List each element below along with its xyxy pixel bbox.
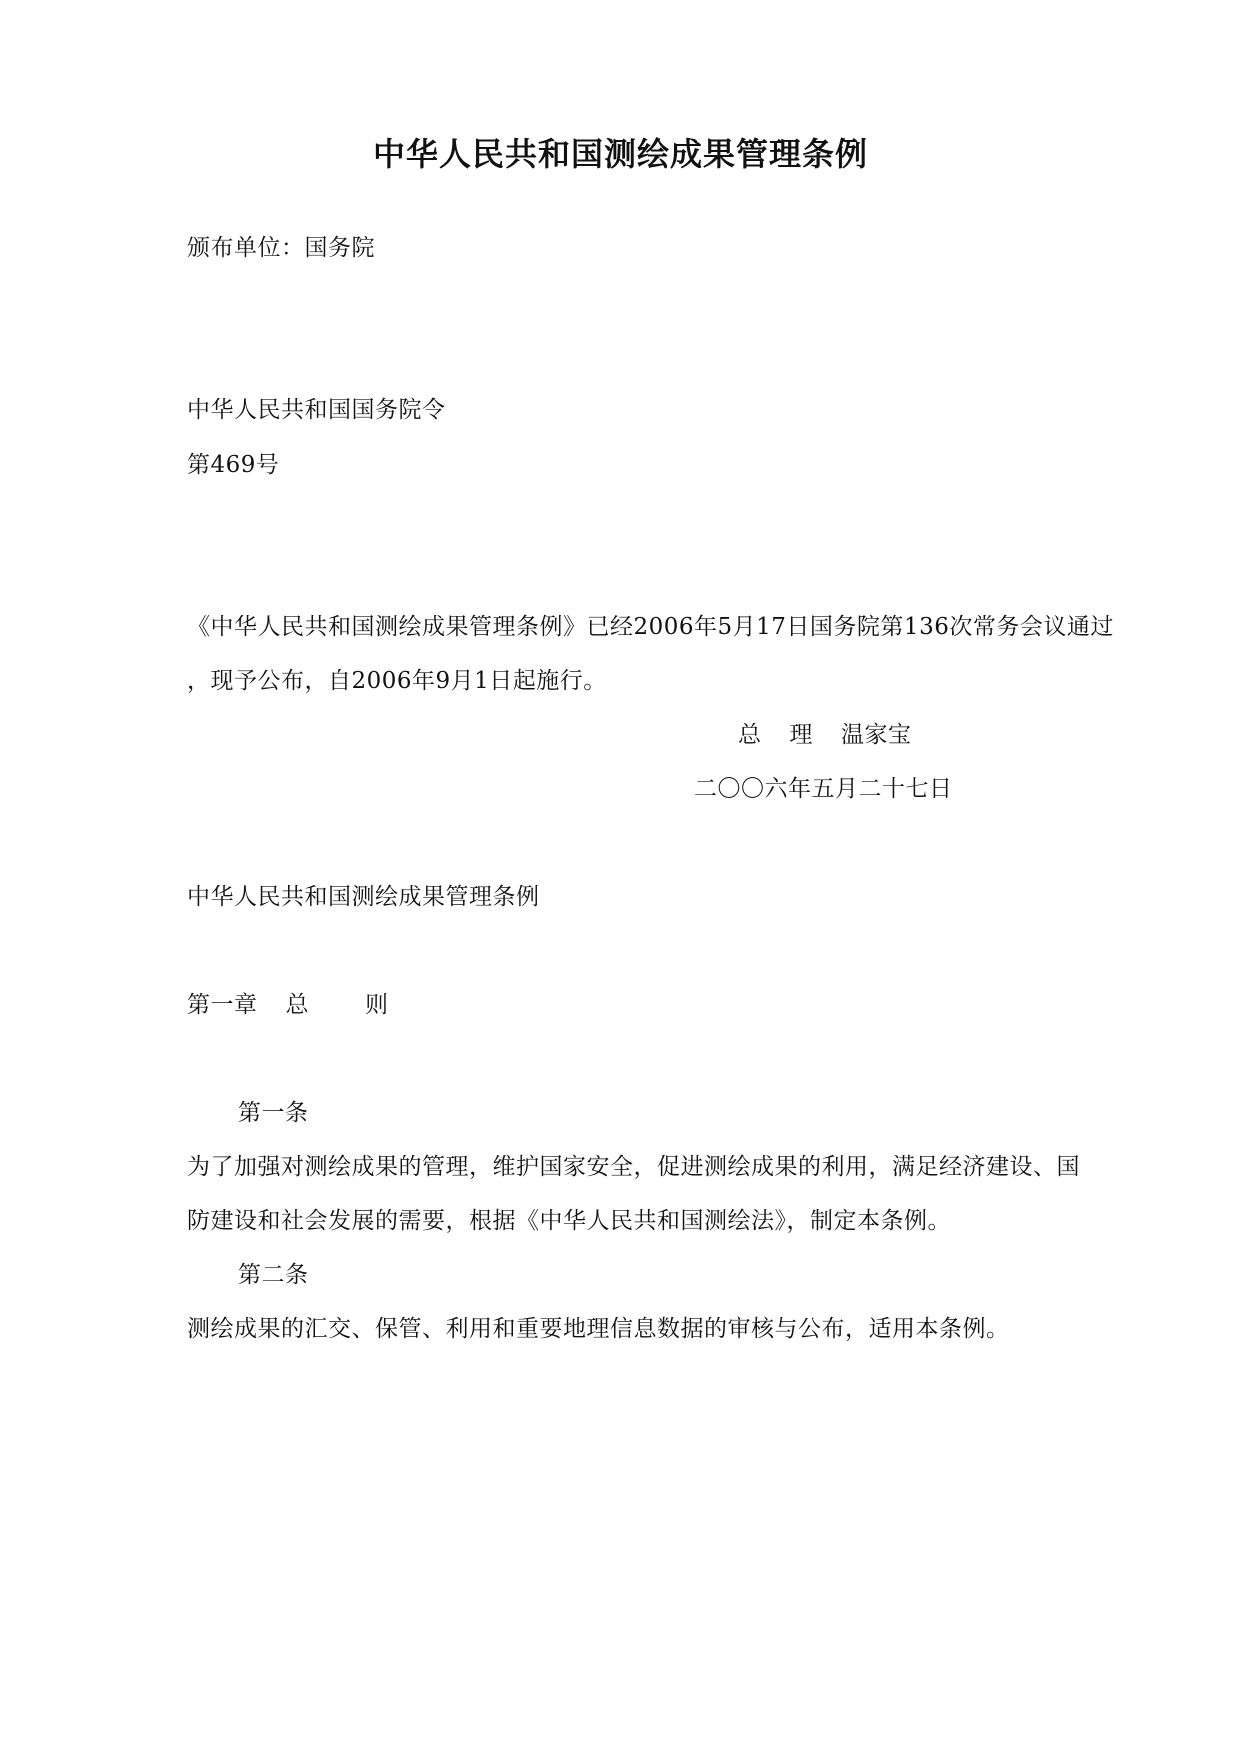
chapter-heading [187,990,389,1020]
article-1-line-1: 为了加强对测绘成果的管理，维护国家安全，促进测绘成果的利用，满足经济建设、国 [187,1154,1080,1180]
chapter-number: 第一章 [187,992,258,1018]
document-title: 中华人民共和国测绘成果管理条例 [372,135,868,173]
article-1-line-2: 防建设和社会发展的需要，根据《中华人民共和国测绘法》，制定本条例。 [187,1208,951,1234]
issuer-line: 颁布单位：国务院 [187,235,375,261]
article-2-heading: 第二条 [238,1262,309,1288]
article-2-line-1: 测绘成果的汇交、保管、利用和重要地理信息数据的审核与公布，适用本条例。 [187,1316,1010,1342]
signature-name: 温家宝 [841,722,912,748]
signature-line [738,720,912,750]
promulgation-line-1: 《中华人民共和国测绘成果管理条例》已经2006年5月17日国务院第136次常务会议通过 [187,614,1114,640]
order-number: 第469号 [187,452,280,478]
signature-role-char-1: 总 [738,722,762,748]
body-title: 中华人民共和国测绘成果管理条例 [187,884,540,910]
chapter-title-char-1: 总 [285,992,309,1018]
chapter-title-char-2: 则 [365,992,389,1018]
signing-date: 二〇〇六年五月二十七日 [694,776,953,802]
order-name: 中华人民共和国国务院令 [187,397,446,423]
promulgation-line-2: ，现予公布，自2006年9月1日起施行。 [187,668,607,694]
signature-role-char-2: 理 [789,722,813,748]
article-1-heading: 第一条 [238,1100,309,1126]
